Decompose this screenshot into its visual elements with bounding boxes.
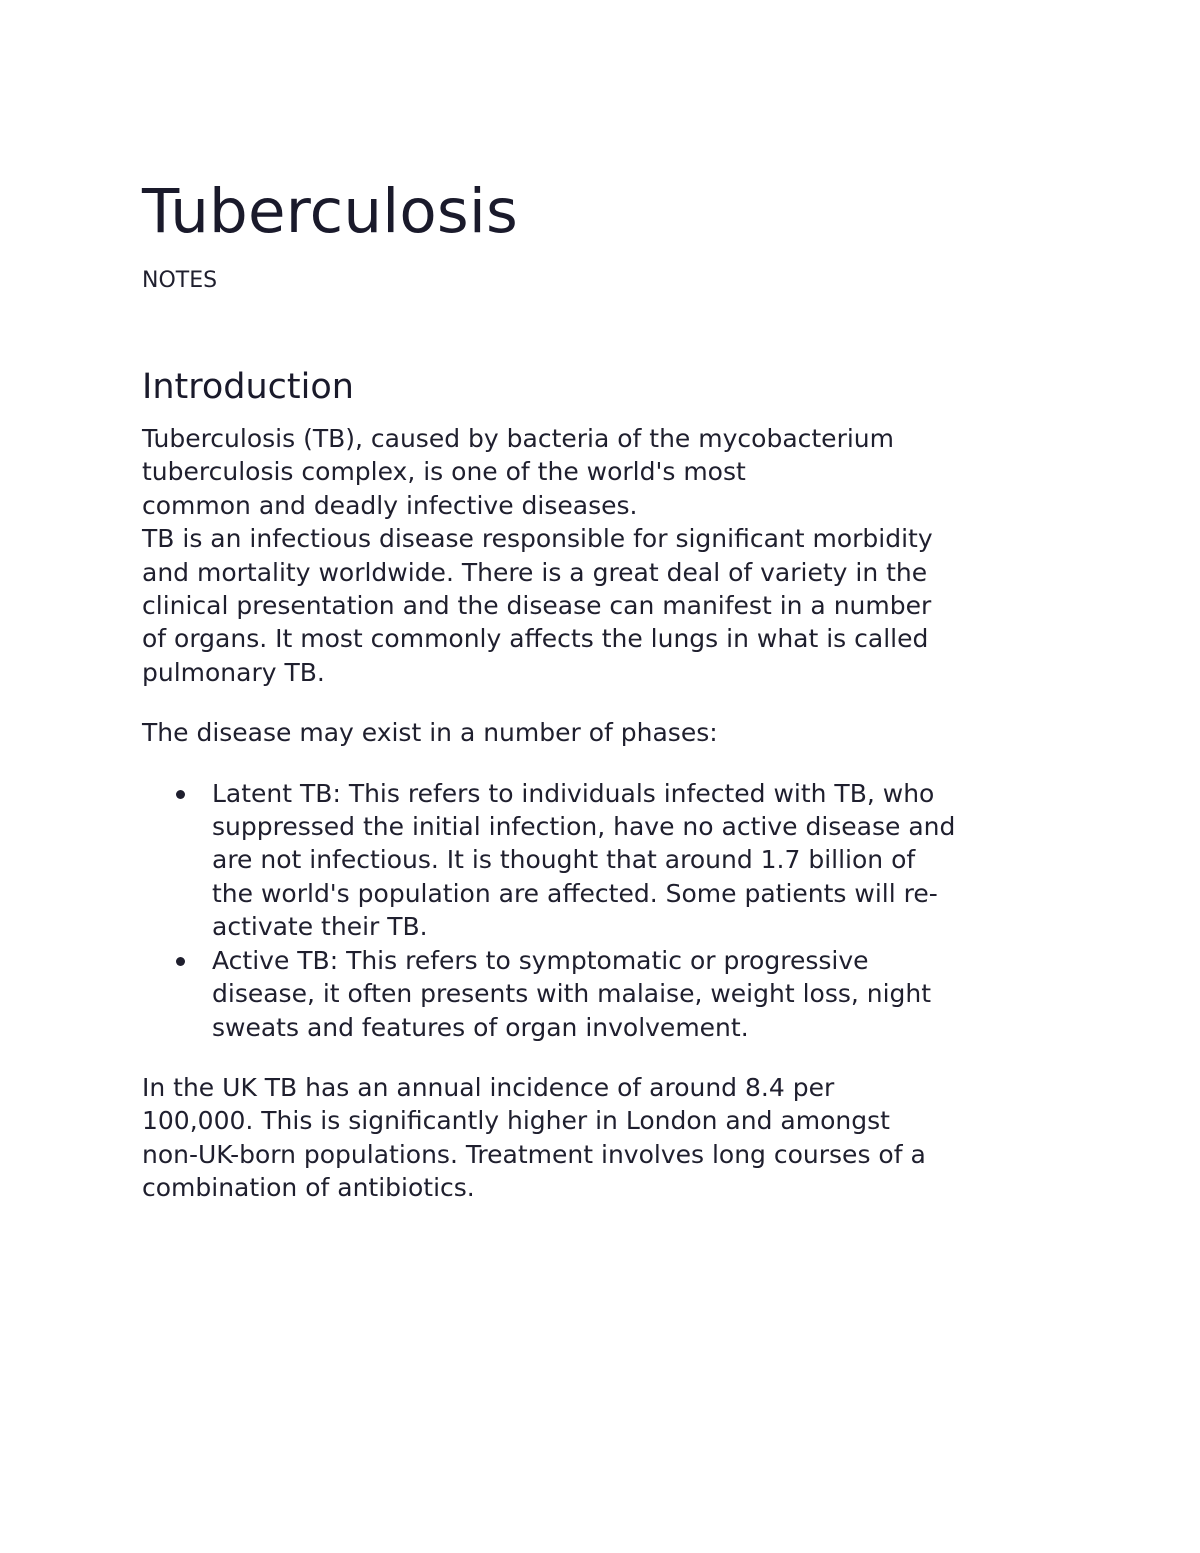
- intro-paragraph-1: [142, 422, 1082, 522]
- list-item-active-tb: [212, 944, 1082, 1044]
- document-title: Tuberculosis: [142, 176, 519, 247]
- text-line: sweats and features of organ involvement.: [212, 1012, 749, 1042]
- section-heading-introduction: Introduction: [142, 367, 354, 407]
- text-line: combination of antibiotics.: [142, 1173, 475, 1203]
- text-line: Tuberculosis (TB), caused by bacteria of the mycobacterium: [142, 424, 894, 453]
- text-line: TB is an infectious disease responsible for significant morbidity: [142, 524, 933, 554]
- text-line: Active TB: This refers to symptomatic or progressive: [212, 945, 869, 975]
- text-line: the world's population are affected. Some patients will re-: [212, 878, 938, 908]
- text-line: of organs. It most commonly affects the lungs in what is called: [142, 624, 929, 654]
- intro-paragraph-2: [142, 522, 1082, 689]
- text-line: activate their TB.: [212, 912, 428, 942]
- text-line: and mortality worldwide. There is a great deal of variety in the: [142, 557, 928, 587]
- text-line: Latent TB: This refers to individuals infected with TB, who: [212, 778, 935, 808]
- text-line: In the UK TB has an annual incidence of around 8.4 per: [142, 1072, 835, 1102]
- text-line: non-UK-born populations. Treatment involves long courses of a: [142, 1139, 926, 1169]
- text-line: 100,000. This is significantly higher in London and amongst: [142, 1106, 890, 1136]
- introduction-body: [142, 422, 1082, 1205]
- text-line: are not infectious. It is thought that around 1.7 billion of: [212, 845, 916, 875]
- phases-list: [142, 777, 1082, 1044]
- text-line: disease, it often presents with malaise, weight loss, night: [212, 979, 932, 1009]
- bullet-icon: [176, 790, 185, 799]
- list-item-latent-tb: [212, 777, 1082, 944]
- text-line: clinical presentation and the disease can manifest in a number: [142, 591, 932, 621]
- text-line: tuberculosis complex, is one of the world's most: [142, 457, 746, 487]
- text-line: suppressed the initial infection, have no active disease and: [212, 812, 956, 842]
- text-line: common and deadly infective diseases.: [142, 490, 638, 520]
- document-subtitle: NOTES: [142, 268, 218, 293]
- bullet-icon: [176, 957, 185, 966]
- phases-intro: The disease may exist in a number of phases:: [142, 718, 718, 748]
- text-line: pulmonary TB.: [142, 657, 325, 687]
- closing-paragraph: [142, 1071, 1082, 1205]
- document-page: [142, 174, 1082, 1205]
